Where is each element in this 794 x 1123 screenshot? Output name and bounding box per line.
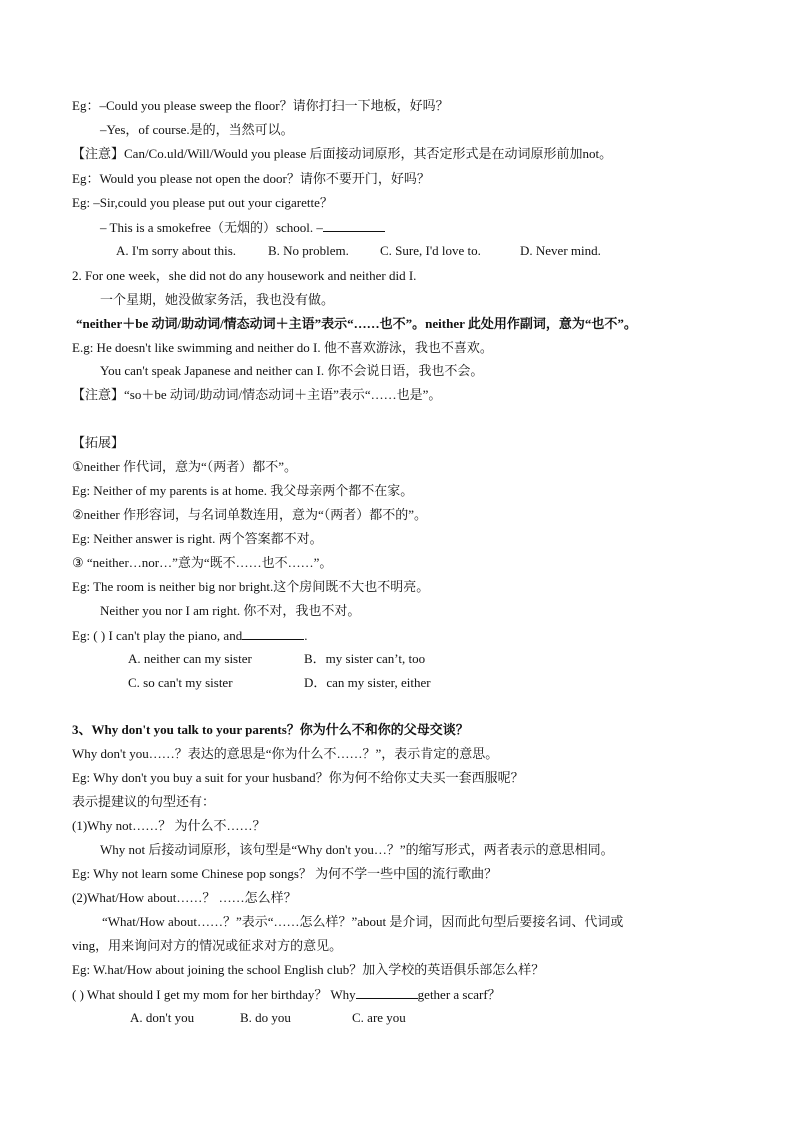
line-neither-example-1: E.g: He doesn't like swimming and neither do I. 他不喜欢游泳，我也不喜欢。 — [72, 340, 493, 355]
line-extension-heading: 【拓展】 — [72, 435, 125, 450]
option-c: C. so can't my sister — [128, 675, 233, 690]
line-item-2-heading: 2. For one week，she did not do any housework and neither did I. — [72, 268, 417, 283]
birthday-question-text: ( ) What should I get my mom for her birthday？ Why — [72, 987, 356, 1002]
smokefree-text: – This is a smokefree（无烟的）school. – — [100, 220, 323, 235]
line-neither-example-2: You can't speak Japanese and neither can I. 你不会说日语，我也不会。 — [100, 363, 484, 378]
option-a: A. neither can my sister — [128, 651, 252, 666]
line-ext-3-example-2: Neither you nor I am right. 你不对，我也不对。 — [100, 603, 361, 618]
line-why-not-explain: Why not 后接动词原形，该句型是“Why don't you…？”的缩写形式，两者表示的意思相同。 — [100, 842, 614, 857]
line-ext-3: ③ “neither…nor…”意为“既不……也不……”。 — [72, 555, 333, 570]
line-ext-3-example-1: Eg: The room is neither big nor bright.这个房间既不大也不明亮。 — [72, 579, 430, 594]
line-birthday-question — [72, 986, 501, 1002]
line-what-how-about-explain: “What/How about……？”表示“……怎么样？”about 是介词，因而此句型后要接名词、代词或 — [102, 914, 624, 929]
option-d: D．can my sister, either — [304, 675, 431, 690]
option-d: D. Never mind. — [520, 243, 601, 258]
birthday-question-tail: gether a scarf？ — [417, 987, 501, 1002]
line-item-2-translation: 一个星期，她没做家务活，我也没有做。 — [100, 292, 335, 307]
line-why-dont-you-meaning: Why don't you……？表达的意思是“你为什么不……？”，表示肯定的意思。 — [72, 746, 499, 761]
line-ext-1-example: Eg: Neither of my parents is at home. 我父母亲两个都不在家。 — [72, 483, 414, 498]
line-could-you-example: Eg：–Could you please sweep the floor？请你打扫一下地板，好吗？ — [72, 98, 449, 113]
option-b: B. No problem. — [268, 243, 349, 258]
line-why-not: (1)Why not……？ 为什么不……？ — [72, 818, 266, 833]
option-b: B．my sister can’t, too — [304, 651, 426, 666]
line-ving-explain: ving，用来询问对方的情况或征求对方的意见。 — [72, 938, 343, 953]
line-note-please: 【注意】Can/Co.uld/Will/Would you please 后面接动词原形，其否定形式是在动词原形前加not。 — [72, 146, 613, 161]
line-sir-cigarette: Eg: –Sir,could you please put out your cigarette？ — [72, 195, 333, 210]
line-suit-example: Eg: Why don't you buy a suit for your husband？你为何不给你丈夫买一套西服呢？ — [72, 770, 524, 785]
line-would-you-example: Eg：Would you please not open the door？请你不要开门，好吗？ — [72, 171, 430, 186]
line-piano-question: Eg: ( ) I can't play the piano, and . — [72, 628, 308, 643]
line-suggestion-patterns: 表示提建议的句型还有： — [72, 794, 216, 809]
line-neither-rule: “neither＋be 动词/助动词/情态动词＋主语”表示“……也不”。neither 此处用作副词，意为“也不”。 — [76, 316, 637, 331]
answer-blank — [323, 219, 385, 232]
piano-question-text: Eg: ( ) I can't play the piano, and — [72, 628, 243, 643]
option-c: C. are you — [352, 1010, 406, 1025]
answer-blank — [242, 627, 304, 640]
line-item-3-heading: 3、Why don't you talk to your parents？你为什么不和你的父母交谈？ — [72, 722, 469, 737]
line-ext-2: ②neither 作形容词，与名词单数连用，意为“（两者）都不的”。 — [72, 507, 428, 522]
option-b: B. do you — [240, 1010, 291, 1025]
line-note-so: 【注意】“so＋be 动词/助动词/情态动词＋主语”表示“……也是”。 — [72, 387, 442, 402]
line-english-club-example: Eg: W.hat/How about joining the school English club？加入学校的英语俱乐部怎么样？ — [72, 962, 545, 977]
line-ext-1: ①neither 作代词，意为“（两者）都不”。 — [72, 459, 298, 474]
option-a: A. don't you — [130, 1010, 195, 1025]
option-a: A. I'm sorry about this. — [116, 243, 237, 258]
answer-blank — [356, 986, 418, 999]
option-c: C. Sure, I'd love to. — [380, 243, 481, 258]
line-yes-of-course: –Yes，of course.是的，当然可以。 — [100, 122, 294, 137]
line-pop-songs-example: Eg: Why not learn some Chinese pop songs？ 为何不学一些中国的流行歌曲？ — [72, 866, 498, 881]
line-what-how-about: (2)What/How about……？ ……怎么样？ — [72, 890, 297, 905]
line-ext-2-example: Eg: Neither answer is right. 两个答案都不对。 — [72, 531, 323, 546]
line-smokefree-school — [100, 219, 385, 235]
